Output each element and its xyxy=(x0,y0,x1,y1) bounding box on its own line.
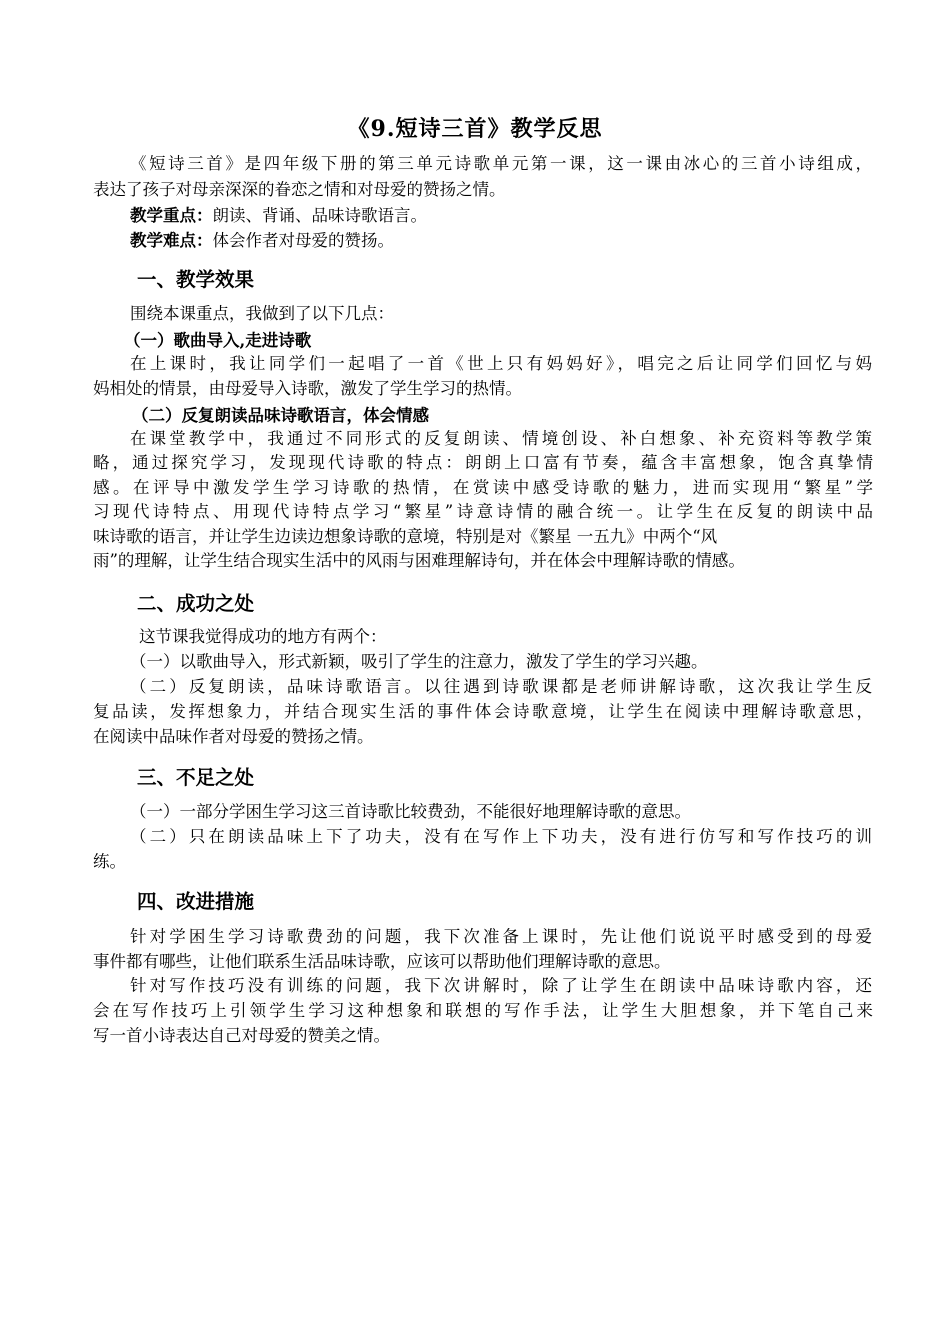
section1-lead: 围绕本课重点，我做到了以下几点： xyxy=(130,304,394,323)
teaching-focus-text: 朗读、背诵、品味诗歌语言。 xyxy=(212,206,427,225)
subsection-heading-repeated-reading: （二）反复朗读品味诗歌语言，体会情感 xyxy=(132,406,429,425)
document-title: 《9.短诗三首》教学反思 xyxy=(347,116,603,142)
section3-item-2-line-1: （二）只在朗读品味上下了功夫，没有在写作上下功夫，没有进行仿写和写作技巧的训 xyxy=(130,827,872,846)
sub2-line-3: 感。在评导中激发学生学习诗歌的热情，在赏读中感受诗歌的魅力，进而实现用“繁星”学 xyxy=(93,478,873,497)
sub1-line-2: 妈相处的情景，由母爱导入诗歌，激发了学生学习的热情。 xyxy=(93,379,522,398)
sub1-line-1: 在上课时，我让同学们一起唱了一首《世上只有妈妈好》，唱完之后让同学们回忆与妈 xyxy=(130,354,872,373)
section4-p1-line-1: 针对学困生学习诗歌费劲的问题，我下次准备上课时，先让他们说说平时感受到的母爱 xyxy=(130,927,872,946)
teaching-difficulty xyxy=(130,229,872,253)
section3-item-1: （一）一部分学困生学习这三首诗歌比较费劲，不能很好地理解诗歌的意思。 xyxy=(130,802,691,821)
section4-p2-line-1: 针对写作技巧没有训练的问题，我下次讲解时，除了让学生在朗读中品味诗歌内容，还 xyxy=(130,976,872,995)
teaching-difficulty-label: 教学难点： xyxy=(130,231,213,250)
section-heading-success: 二、成功之处 xyxy=(137,592,255,615)
section4-p2-line-2: 会在写作技巧上引领学生学习这种想象和联想的写作手法，让学生大胆想象，并下笔自己来 xyxy=(93,1001,873,1020)
section2-item-2-line-1: （二）反复朗读，品味诗歌语言。以往遇到诗歌课都是老师讲解诗歌，这次我让学生反 xyxy=(130,677,872,696)
section4-p2-line-3: 写一首小诗表达自己对母爱的赞美之情。 xyxy=(93,1026,390,1045)
teaching-difficulty-text: 体会作者对母爱的赞扬。 xyxy=(212,231,394,250)
teaching-focus-label: 教学重点： xyxy=(130,206,213,225)
sub2-line-2: 略，通过探究学习，发现现代诗歌的特点：朗朗上口富有节奏，蕴含丰富想象，饱含真挚情 xyxy=(93,453,873,472)
section3-item-2-line-2: 练。 xyxy=(93,852,126,871)
section-heading-effect: 一、教学效果 xyxy=(137,268,255,291)
section4-p1-line-2: 事件都有哪些，让他们联系生活品味诗歌，应该可以帮助他们理解诗歌的意思。 xyxy=(93,952,671,971)
section2-item-2-line-2: 复品读，发挥想象力，并结合现实生活的事件体会诗歌意境，让学生在阅读中理解诗歌意思， xyxy=(93,702,873,721)
subsection-heading-song-intro: （一）歌曲导入,走进诗歌 xyxy=(124,331,312,350)
intro-line-1: 《短诗三首》是四年级下册的第三单元诗歌单元第一课，这一课由冰心的三首小诗组成， xyxy=(130,154,872,173)
intro-line-2: 表达了孩子对母亲深深的眷恋之情和对母爱的赞扬之情。 xyxy=(93,180,506,199)
sub2-line-4: 习现代诗特点、用现代诗特点学习“繁星”诗意诗情的融合统一。让学生在反复的朗读中品 xyxy=(93,502,873,521)
section-heading-shortcomings: 三、不足之处 xyxy=(137,766,255,789)
section2-item-1: （一）以歌曲导入，形式新颖，吸引了学生的注意力，激发了学生的学习兴趣。 xyxy=(130,652,708,671)
section-heading-improvements: 四、改进措施 xyxy=(137,890,255,913)
section2-item-2-line-3: 在阅读中品味作者对母爱的赞扬之情。 xyxy=(93,727,374,746)
section2-lead: 这节课我觉得成功的地方有两个： xyxy=(139,627,387,646)
sub2-line-5: 味诗歌的语言，并让学生边读边想象诗歌的意境，特别是对《繁星 一五九》中两个“风 xyxy=(93,527,718,546)
teaching-focus xyxy=(130,204,872,228)
sub2-line-6: 雨”的理解，让学生结合现实生活中的风雨与困难理解诗句，并在体会中理解诗歌的情感。 xyxy=(93,551,745,570)
sub2-line-1: 在课堂教学中，我通过不同形式的反复朗读、情境创设、补白想象、补充资料等教学策 xyxy=(130,429,872,448)
